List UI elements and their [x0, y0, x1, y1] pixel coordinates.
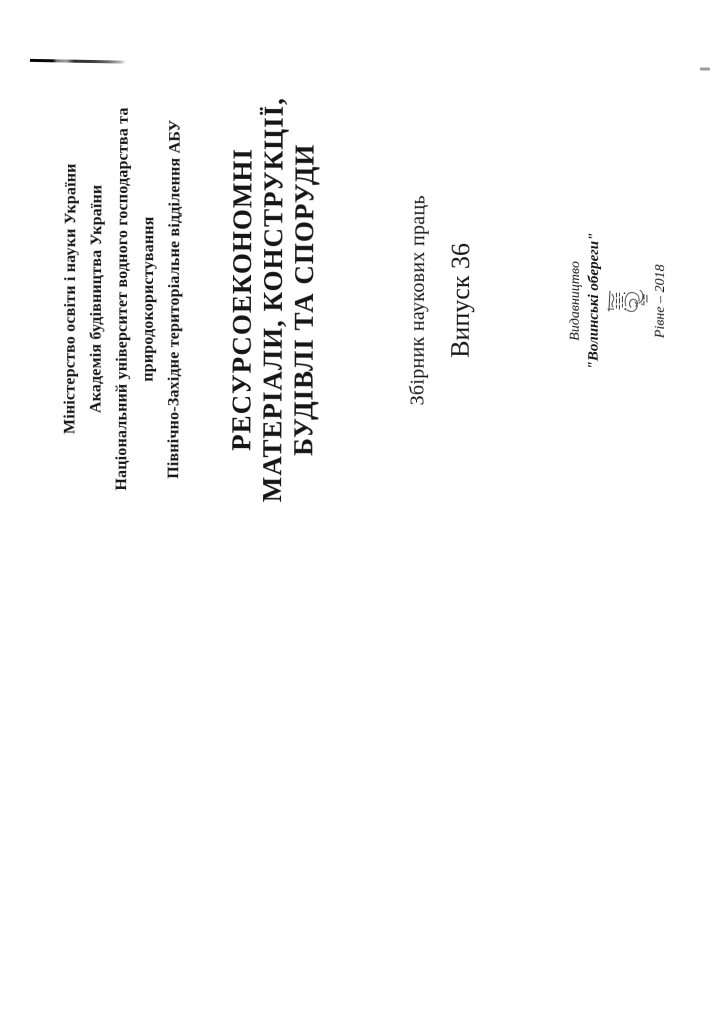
publisher-logo — [606, 1, 651, 601]
organization-header — [57, 0, 190, 599]
page-title — [226, 0, 322, 600]
org-line-ministry: Міністерство освіти і науки України — [61, 163, 80, 435]
title-line-3: БУДІВЛІ ТА СПОРУДИ — [288, 143, 320, 456]
org-line-university-2: природокористування — [139, 216, 158, 382]
city-year: Рівне – 2018 — [652, 264, 669, 339]
org-line-university-1: Національний університет водного господарства та — [113, 107, 132, 491]
publisher-imprint — [566, 1, 671, 601]
publisher-name: "Волинські обереги" — [585, 232, 603, 370]
org-line-branch: Північно-Західне територіальне відділення АБУ — [165, 119, 184, 479]
title-line-2: МАТЕРІАЛИ, КОНСТРУКЦІЇ, — [257, 96, 289, 503]
subtitle-series: Збірник наукових праць — [406, 195, 430, 406]
issue-number: Випуск 36 — [445, 242, 476, 358]
publisher-emblem-icon — [607, 286, 649, 316]
org-line-academy: Академія будівництва України — [87, 184, 106, 414]
publisher-label: Видавництво — [567, 261, 584, 341]
title-line-1: РЕСУРСОЕКОНОМНІ — [226, 148, 258, 451]
